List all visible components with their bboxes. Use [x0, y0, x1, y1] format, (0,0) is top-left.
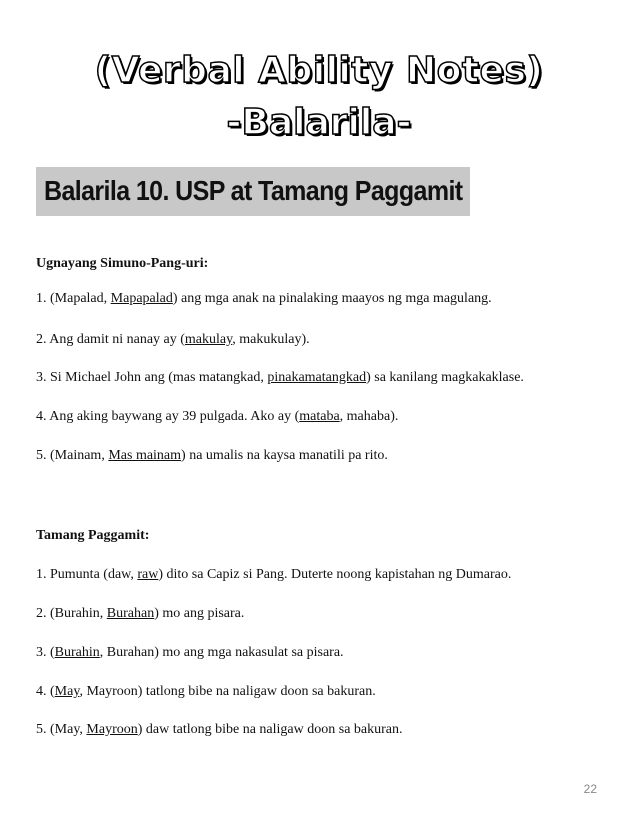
item-answer: May: [54, 684, 80, 699]
list-item: [36, 332, 310, 348]
item-answer: Burahan: [106, 606, 155, 621]
page-number: 22: [583, 782, 597, 796]
item-answer: makulay: [184, 332, 233, 347]
item-text-pre: 2. Ang damit ni nanay ay (: [36, 332, 185, 347]
item-text-pre: 2. (Burahin,: [36, 606, 107, 621]
list-item: [36, 567, 511, 583]
item-text-pre: 3. Si Michael John ang (mas matangkad,: [36, 370, 268, 385]
item-text-pre: 5. (May,: [36, 722, 87, 737]
list-item: [36, 606, 244, 622]
item-text-post: , Burahan) mo ang mga nakasulat sa pisara.: [99, 645, 344, 660]
item-text-pre: 4. (: [36, 684, 55, 699]
item-answer: pinakamatangkad: [267, 370, 367, 385]
item-answer: Mas mainam: [108, 448, 182, 463]
item-text-post: , makukulay).: [232, 332, 310, 347]
item-answer: Mapapalad: [110, 291, 173, 306]
item-answer: Burahin: [54, 645, 100, 660]
item-text-post: ) sa kanilang magkakaklase.: [366, 370, 524, 385]
section-banner: [36, 167, 470, 216]
list-item: [36, 370, 524, 386]
item-answer: raw: [137, 567, 159, 582]
item-text-pre: 1. (Mapalad,: [36, 291, 111, 306]
list-item: [36, 448, 388, 464]
section1-heading: Ugnayang Simuno-Pang-uri:: [36, 256, 209, 271]
page-subtitle: -Balarila-: [226, 102, 412, 143]
item-text-post: ) daw tatlong bibe na naligaw doon sa bakuran.: [137, 722, 403, 737]
list-item: [36, 684, 376, 700]
section2-heading: Tamang Paggamit:: [36, 528, 150, 543]
item-text-post: ) dito sa Capiz si Pang. Duterte noong kapistahan ng Dumarao.: [158, 567, 512, 582]
item-text-post: , mahaba).: [339, 409, 399, 424]
list-item: [36, 722, 403, 738]
item-answer: mataba: [299, 409, 340, 424]
item-text-pre: 5. (Mainam,: [36, 448, 109, 463]
item-text-post: , Mayroon) tatlong bibe na naligaw doon sa bakuran.: [79, 684, 376, 699]
list-item: [36, 291, 492, 307]
item-answer: Mayroon: [86, 722, 138, 737]
page-title: (Verbal Ability Notes): [94, 50, 544, 91]
list-item: [36, 409, 398, 425]
item-text-pre: 3. (: [36, 645, 55, 660]
item-text-post: ) ang mga anak na pinalaking maayos ng mga magulang.: [172, 291, 492, 306]
list-item: [36, 645, 344, 661]
item-text-pre: 1. Pumunta (daw,: [36, 567, 138, 582]
banner-text: Balarila 10. USP at Tamang Paggamit: [44, 175, 463, 207]
item-text-post: ) mo ang pisara.: [154, 606, 245, 621]
item-text-pre: 4. Ang aking baywang ay 39 pulgada. Ako ay (: [36, 409, 300, 424]
item-text-post: ) na umalis na kaysa manatili pa rito.: [181, 448, 388, 463]
